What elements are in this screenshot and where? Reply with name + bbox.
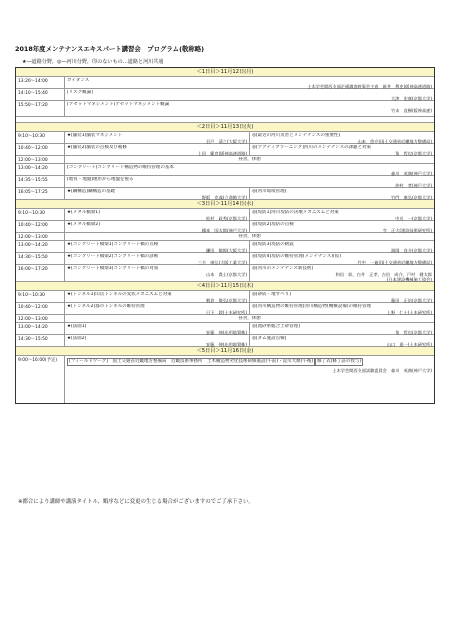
session-cell	[249, 188, 434, 199]
session-speaker: 上田 範彦(阪神高速道路)	[197, 150, 247, 156]
session-cell	[249, 303, 434, 314]
session-title: ★[トンネル2]都市トンネルの維持管理	[67, 304, 145, 309]
session-title: [コンクリート]コンクリート構造物の維持管理の基本	[67, 165, 174, 170]
session-row	[16, 335, 434, 347]
session-row	[16, 303, 434, 315]
page-title: 2018年度メンテナンスエキスパート講習会 プログラム(敬称略)	[15, 45, 205, 53]
session-time: 9:10～10:30	[16, 132, 65, 143]
session-row	[16, 241, 434, 253]
session-time: 14:30～15:50	[16, 253, 65, 264]
session-speaker: 上野 仁士(土木研究所)	[386, 309, 432, 315]
session-row	[16, 233, 434, 241]
session-row	[16, 77, 434, 89]
session-cell	[65, 101, 434, 116]
session-time: 9:00～16:00(予定)	[16, 356, 65, 403]
session-row	[16, 156, 434, 164]
session-time: 12:00～13:00	[16, 156, 65, 163]
day-header: ＜4日目＞11月15日(木)	[16, 282, 434, 291]
session-speaker: 三方 康弘(大阪工業大学)	[197, 259, 247, 265]
session-title: 昼食，休憩	[238, 157, 261, 162]
session-time: 15:50～17:20	[16, 101, 65, 116]
session-cell	[249, 221, 434, 232]
session-speaker: 山本 悠介(国土交通省近畿地方整備局)	[357, 138, 432, 144]
session-title: ★[メタル橋梁1]	[67, 210, 100, 215]
session-cell	[65, 164, 434, 175]
session-speaker: 鎌田 敏郎(大阪大学)	[206, 247, 247, 253]
session-time: 9:10～10:30	[16, 209, 65, 220]
session-title: ◎[河川構造物の維持管理]河川構造物(機械設備)の維持管理	[252, 304, 371, 309]
session-cell	[65, 188, 249, 199]
session-time: 10:40～12:00	[16, 221, 65, 232]
session-cell	[65, 132, 249, 143]
session-time: 13:20～14:00	[16, 77, 65, 88]
session-title: ★[舗装2]舗装の点検及び補修	[67, 145, 127, 150]
session-speaker: 中川 一(京都大学)	[395, 215, 432, 221]
session-speaker: 森川 英典(神戸大学)	[391, 170, 432, 176]
session-title: ガイダンス	[67, 78, 90, 83]
session-cell	[65, 89, 434, 100]
session-row	[16, 356, 434, 403]
session-time: 14:35～15:55	[16, 176, 65, 187]
session-speaker: 安藤 伸(応用地質株)	[206, 329, 247, 335]
day-header: ＜3日目＞11月14日(水)	[16, 200, 434, 209]
session-row	[16, 144, 434, 156]
session-cell	[65, 303, 249, 314]
session-cell	[65, 253, 249, 264]
session-row	[16, 188, 434, 200]
session-title: ★[法面1]	[67, 324, 87, 329]
session-speaker: 橋本 国太郎(神戸大学)	[201, 227, 247, 233]
session-row	[16, 265, 434, 282]
session-time: 10:40～12:00	[16, 303, 65, 314]
session-cell	[65, 323, 249, 334]
session-cell	[249, 335, 434, 346]
session-speaker: 山口 嘉一(土木研究所)	[386, 341, 432, 347]
session-speaker: 土木学会関西支部企画調査幹事会主査 新井 傳史(阪神高速道路)	[307, 83, 432, 89]
session-speaker: 角 哲也(京都大学)	[395, 329, 432, 335]
session-cell	[65, 156, 434, 163]
footer-note: ※都合により講師や講演タイトル、順序などに変更の生じる場合がございますのでご了承下さい。	[18, 499, 254, 505]
session-title: ★[コンクリート橋梁3]コンクリート橋の対策	[67, 266, 159, 271]
session-speaker: 竹中 一迪(国土交通省近畿地方整備局)	[357, 259, 432, 265]
session-cell	[249, 144, 434, 155]
session-title-secondary: 修了式(修了証の授与)	[317, 359, 362, 364]
session-cell	[65, 356, 434, 403]
session-cell	[65, 335, 249, 346]
day-header: ＜5日目＞11月16日(金)	[16, 347, 434, 356]
session-cell	[65, 176, 434, 187]
session-cell	[249, 241, 434, 252]
day-header: ＜2日目＞11月13日(火)	[16, 123, 434, 132]
session-title: ★[コンクリート橋梁1]コンクリート橋の点検	[67, 242, 159, 247]
session-row	[16, 132, 434, 144]
session-time: 10:40～12:00	[16, 144, 65, 155]
session-speaker: 角 哲也(京都大学)	[395, 150, 432, 156]
session-title: ★[舗装1]舗装マネジメント	[67, 133, 123, 138]
session-cell	[249, 323, 434, 334]
session-speaker: 松村 政秀(京都大学)	[206, 215, 247, 221]
session-cell	[65, 241, 249, 252]
session-cell	[65, 77, 434, 88]
session-time: 16:00～17:20	[16, 265, 65, 281]
session-title: 昼食，休憩	[238, 234, 261, 239]
session-time: 14:10～15:40	[16, 89, 65, 100]
session-row	[16, 291, 434, 303]
session-time: 13:00～14:20	[16, 323, 65, 334]
session-time: 16:05～17:25	[16, 188, 65, 199]
session-speaker: 日下 敦(土木研究所)	[206, 309, 247, 315]
session-title: ◎[堤防2]堤防の点検	[252, 222, 294, 227]
session-cell	[249, 253, 434, 264]
session-row	[16, 89, 434, 101]
session-cell	[65, 144, 249, 155]
session-row	[16, 176, 434, 188]
session-cell	[65, 233, 434, 240]
session-row	[16, 221, 434, 233]
session-cell	[249, 291, 434, 302]
schedule-table	[15, 67, 435, 404]
session-time: 12:00～13:00	[16, 315, 65, 322]
session-title: ★[メタル橋梁2]	[67, 222, 100, 227]
session-time: 14:30～15:50	[16, 335, 65, 346]
session-time: 12:00～13:00	[16, 233, 65, 240]
session-cell	[65, 221, 249, 232]
session-title: [アセットマネジメント]アセットマネジメント概論	[67, 102, 170, 107]
session-title: 昼食，休憩	[238, 316, 261, 321]
session-speaker: 野阪 克義(立命館大学)	[201, 194, 247, 200]
session-title: ◎[河川のメンテナンス新技術]	[252, 266, 314, 271]
session-cell	[65, 291, 249, 302]
session-title: ★[法面2]	[67, 336, 87, 341]
session-title: ★[トンネル1]山岳トンネルの変状メカニズムと対策	[67, 292, 172, 297]
legend-note: ★―道路分野，◎―河川分野，印のないもの…道路と河川共通	[22, 59, 164, 65]
session-title: ◎[堤防3]堤防の耐震	[252, 242, 294, 247]
session-speaker: 寺 正大(建設技術研究所)	[382, 227, 432, 233]
session-title: [地質・地盤]地形から地盤を視る	[67, 177, 134, 182]
session-row	[16, 209, 434, 221]
session-title: ★[鋼構造]鋼構造の基礎	[67, 189, 116, 194]
session-row	[16, 315, 434, 323]
session-title: [フィールドワーク] 国土交通省近畿地方整備局 近畿技術事務所 土木構造物劣化技術研修施設(午前)・淀川大堰(午後)	[69, 359, 314, 364]
session-speaker: 土木学会関西支部試験委員会 森川 英典(神戸大学)	[332, 368, 432, 374]
session-cell	[65, 265, 249, 281]
session-speaker: 朝倉 俊弘(京都大学)	[206, 297, 247, 303]
session-row	[16, 253, 434, 265]
session-speaker: 安藤 伸(応用地質株)	[206, 341, 247, 347]
session-time: 13:00～14:20	[16, 164, 65, 175]
session-speaker: 山本 貴士(京都大学)	[206, 271, 247, 277]
session-title: ◎[砂防・地すべり]	[252, 292, 291, 297]
session-title: ◎[ダム施設点検]	[252, 336, 287, 341]
session-title: ◎[アクティブラーニング]河川のメンテナンスの課題と対策	[252, 145, 371, 150]
session-title: ◎[堤防4]堤防の維持管理(メンテナンス)(仮)	[252, 254, 341, 259]
session-title: ◎[堤防1]河川堤防の決壊メカニズムと対策	[252, 210, 339, 215]
session-cell	[249, 209, 434, 220]
session-speaker: (日本建設機械施工協会)	[386, 277, 432, 283]
session-speaker: 沖村 孝(神戸大学)	[395, 182, 432, 188]
session-title: [リスク概論]	[67, 90, 93, 95]
session-speaker: 貝戸 清之(大阪大学)	[206, 138, 247, 144]
session-speaker: 大津 宏康(京都大学)	[391, 95, 432, 101]
session-speaker: 竹末 直樹(阪神高速)	[391, 107, 432, 113]
session-row	[16, 323, 434, 335]
session-title: ★[コンクリート橋梁2]コンクリート橋の診断	[67, 254, 159, 259]
session-speaker: 渦岡 良介(京都大学)	[391, 247, 432, 253]
session-time: 13:00～14:20	[16, 241, 65, 252]
session-speaker: 和田 彰，白井 正孝，吉田 成介，戸村 健太郎	[335, 271, 432, 277]
session-title: ◎[河川環境管理]	[252, 189, 287, 194]
session-cell	[249, 132, 434, 143]
session-row	[16, 101, 434, 117]
session-time: 9:10～10:30	[16, 291, 65, 302]
session-row	[16, 164, 434, 176]
session-cell	[65, 209, 249, 220]
session-speaker: 藤田 正治(京都大学)	[391, 297, 432, 303]
day-header: ＜1日目＞11月12日(月)	[16, 68, 434, 77]
session-cell	[249, 265, 434, 281]
session-title: ◎[最近の河川災害とメンテナンスの重要性]	[252, 133, 341, 138]
session-cell	[65, 315, 434, 322]
session-speaker: 竹門 康弘(京都大学)	[391, 194, 432, 200]
session-title: ◎[流砂系総合土砂管理]	[252, 324, 300, 329]
